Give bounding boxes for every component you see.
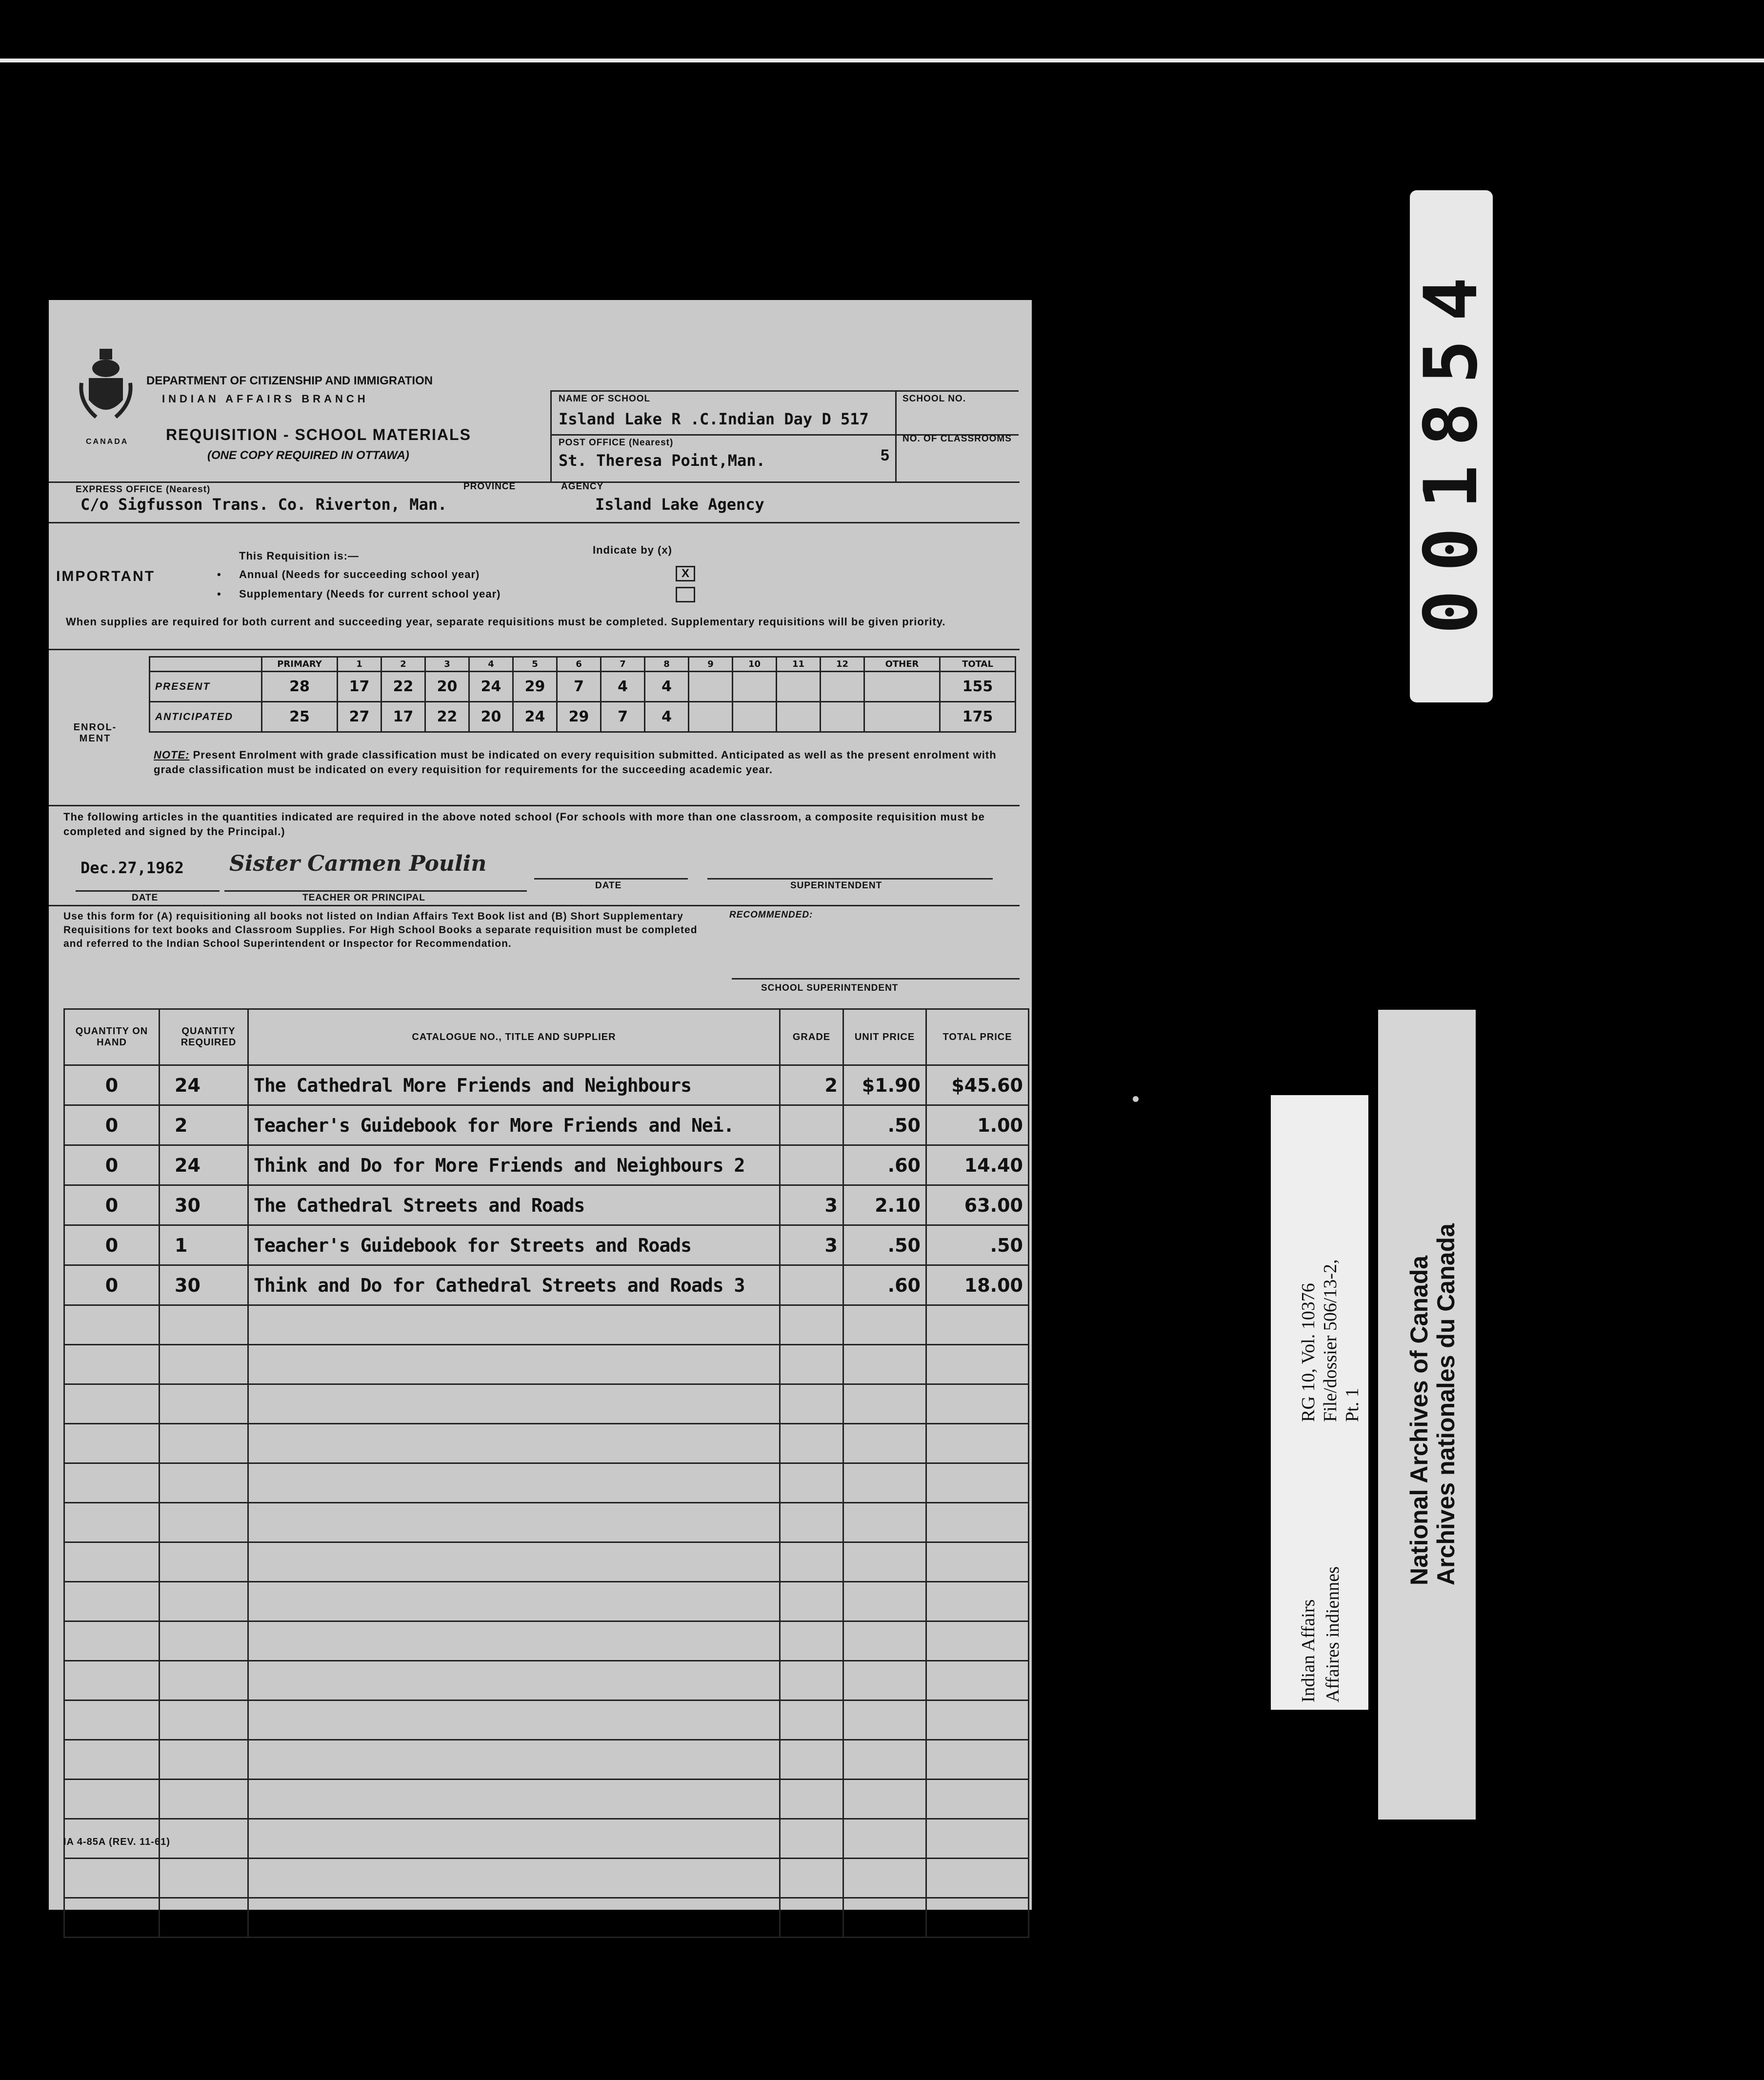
item-title-cell — [248, 1542, 780, 1582]
enrolment-col-header: 7 — [601, 657, 645, 672]
item-total-cell — [926, 1898, 1029, 1938]
item-total-cell — [926, 1740, 1029, 1780]
item-unit-cell — [843, 1780, 926, 1819]
item-unit-cell: .50 — [843, 1225, 926, 1265]
film-speck — [1133, 1096, 1139, 1102]
item-title-cell — [248, 1305, 780, 1345]
item-grade-cell — [780, 1384, 843, 1424]
item-required-cell — [160, 1859, 248, 1898]
agency-label: AGENCY — [561, 481, 604, 492]
enrolment-col-header: 5 — [513, 657, 557, 672]
express-office-label: EXPRESS OFFICE (Nearest) — [76, 484, 211, 495]
superintendent-label: SUPERINTENDENT — [790, 880, 882, 891]
item-grade-cell — [780, 1105, 843, 1145]
item-total-cell: .50 — [926, 1225, 1029, 1265]
item-on-hand-cell: 0 — [64, 1065, 160, 1105]
archive-reference-label — [1271, 1095, 1368, 1710]
date2-label: DATE — [595, 880, 622, 891]
item-unit-cell — [843, 1503, 926, 1542]
item-title-cell — [248, 1819, 780, 1859]
item-unit-cell — [843, 1345, 926, 1384]
item-total-cell — [926, 1661, 1029, 1700]
item-row — [64, 1621, 1029, 1661]
item-required-cell: 30 — [160, 1265, 248, 1305]
item-total-cell — [926, 1384, 1029, 1424]
anticipated-enrolment-cell — [821, 702, 864, 732]
item-grade-cell — [780, 1819, 843, 1859]
item-total-cell — [926, 1542, 1029, 1582]
classrooms-count: 5 — [881, 446, 889, 464]
present-enrolment-cell: 20 — [425, 672, 469, 702]
item-grade-cell — [780, 1265, 843, 1305]
item-total-cell: 14.40 — [926, 1145, 1029, 1185]
item-unit-cell: 2.10 — [843, 1185, 926, 1225]
item-total-cell — [926, 1463, 1029, 1503]
item-title-cell — [248, 1345, 780, 1384]
item-unit-cell: $1.90 — [843, 1065, 926, 1105]
item-total-cell — [926, 1700, 1029, 1740]
item-unit-cell — [843, 1582, 926, 1621]
frame-number: 001854 — [1409, 259, 1494, 634]
item-row — [64, 1384, 1029, 1424]
form-title: REQUISITION - SCHOOL MATERIALS — [166, 426, 471, 443]
item-row — [64, 1225, 1029, 1265]
recommended-label: RECOMMENDED: — [729, 910, 813, 920]
item-on-hand-cell — [64, 1582, 160, 1621]
item-row — [64, 1463, 1029, 1503]
item-on-hand-cell — [64, 1503, 160, 1542]
important-label: IMPORTANT — [56, 568, 156, 584]
post-office-label: POST OFFICE (Nearest) — [559, 438, 674, 448]
item-title-cell — [248, 1503, 780, 1542]
item-total-cell — [926, 1503, 1029, 1542]
item-title-cell — [248, 1700, 780, 1740]
articles-note: The following articles in the quantities indicated are required in the above noted school (For schools with more than one classroom, a composite requisition must be completed and signed by the Principal.) — [63, 811, 985, 838]
present-enrolment-cell: 4 — [601, 672, 645, 702]
item-total-cell: 18.00 — [926, 1265, 1029, 1305]
item-title-cell — [248, 1582, 780, 1621]
item-grade-cell — [780, 1463, 843, 1503]
enrolment-col-header: 11 — [777, 657, 821, 672]
item-grade-cell — [780, 1898, 843, 1938]
item-total-cell — [926, 1780, 1029, 1819]
present-enrolment-cell — [689, 672, 733, 702]
frame-number-tag — [1410, 190, 1493, 702]
item-total-cell — [926, 1582, 1029, 1621]
school-number-label: SCHOOL NO. — [902, 394, 966, 404]
enrolment-table — [149, 656, 1016, 733]
school-name-label: NAME OF SCHOOL — [559, 394, 651, 404]
item-required-cell: 1 — [160, 1225, 248, 1265]
item-row — [64, 1740, 1029, 1780]
archive-name-en: National Archives of Canada — [1405, 1255, 1433, 1585]
teacher-label: TEACHER OR PRINCIPAL — [302, 893, 425, 903]
anticipated-enrolment-cell: 7 — [601, 702, 645, 732]
anticipated-enrolment-cell: 25 — [262, 702, 338, 732]
present-enrolment-cell — [864, 672, 940, 702]
enrolment-col-header: 4 — [469, 657, 513, 672]
item-grade-cell — [780, 1145, 843, 1185]
item-required-cell: 30 — [160, 1185, 248, 1225]
item-row — [64, 1780, 1029, 1819]
anticipated-enrolment-cell — [777, 702, 821, 732]
item-unit-cell — [843, 1819, 926, 1859]
supplementary-option: Supplementary (Needs for current school year) — [239, 588, 501, 600]
item-row — [64, 1859, 1029, 1898]
item-total-cell — [926, 1621, 1029, 1661]
item-total-cell — [926, 1424, 1029, 1463]
enrolment-col-header: 12 — [821, 657, 864, 672]
archive-name-label — [1378, 1010, 1476, 1820]
items-table — [63, 1008, 1029, 1938]
enrolment-col-header: TOTAL — [940, 657, 1016, 672]
item-required-cell — [160, 1740, 248, 1780]
item-on-hand-cell — [64, 1463, 160, 1503]
item-on-hand-cell — [64, 1305, 160, 1345]
anticipated-enrolment-cell — [864, 702, 940, 732]
enrolment-col-header: 2 — [381, 657, 425, 672]
item-grade-cell — [780, 1859, 843, 1898]
classrooms-label: NO. OF CLASSROOMS — [902, 434, 1012, 444]
item-on-hand-cell: 0 — [64, 1145, 160, 1185]
item-row — [64, 1105, 1029, 1145]
item-title-cell — [248, 1661, 780, 1700]
item-unit-cell — [843, 1305, 926, 1345]
item-unit-cell — [843, 1898, 926, 1938]
anticipated-enrolment-cell: 27 — [338, 702, 381, 732]
item-unit-cell: .50 — [843, 1105, 926, 1145]
items-col-header: UNIT PRICE — [843, 1009, 926, 1065]
item-grade-cell — [780, 1700, 843, 1740]
present-enrolment-cell: 17 — [338, 672, 381, 702]
item-required-cell — [160, 1582, 248, 1621]
enrolment-col-header: 3 — [425, 657, 469, 672]
item-required-cell — [160, 1542, 248, 1582]
enrolment-col-header: 10 — [733, 657, 777, 672]
item-title-cell — [248, 1424, 780, 1463]
item-on-hand-cell: 0 — [64, 1265, 160, 1305]
item-required-cell: 2 — [160, 1105, 248, 1145]
archive-name-fr: Archives nationales du Canada — [1432, 1223, 1460, 1585]
item-title-cell: The Cathedral More Friends and Neighbours — [248, 1065, 780, 1105]
item-grade-cell — [780, 1424, 843, 1463]
item-grade-cell — [780, 1305, 843, 1345]
item-grade-cell: 3 — [780, 1225, 843, 1265]
items-col-header: QUANTITY ON HAND — [64, 1009, 160, 1065]
item-row — [64, 1265, 1029, 1305]
item-unit-cell — [843, 1542, 926, 1582]
item-unit-cell: .60 — [843, 1145, 926, 1185]
requisition-is-label: This Requisition is:— — [239, 550, 359, 562]
item-grade-cell — [780, 1740, 843, 1780]
present-enrolment-cell: 29 — [513, 672, 557, 702]
item-on-hand-cell — [64, 1859, 160, 1898]
items-col-header: GRADE — [780, 1009, 843, 1065]
item-title-cell — [248, 1859, 780, 1898]
present-enrolment-cell — [777, 672, 821, 702]
item-required-cell: 24 — [160, 1145, 248, 1185]
item-unit-cell — [843, 1700, 926, 1740]
enrolment-note: NOTE: Present Enrolment with grade classification must be indicated on every requisition submitted. Anticipated as well as the present enrolment with grade classification must be indicated on every requisition for requirements for the succeeding academic year. — [154, 749, 997, 776]
item-title-cell: Teacher's Guidebook for More Friends and Nei. — [248, 1105, 780, 1145]
item-title-cell — [248, 1898, 780, 1938]
item-row — [64, 1542, 1029, 1582]
item-title-cell — [248, 1780, 780, 1819]
item-title-cell: Think and Do for More Friends and Neighbours 2 — [248, 1145, 780, 1185]
item-total-cell — [926, 1819, 1029, 1859]
item-title-cell: Think and Do for Cathedral Streets and Roads 3 — [248, 1265, 780, 1305]
indicate-label: Indicate by (x) — [593, 544, 672, 556]
present-enrolment-cell: 22 — [381, 672, 425, 702]
item-grade-cell — [780, 1542, 843, 1582]
enrolment-col-header: 9 — [689, 657, 733, 672]
item-row — [64, 1503, 1029, 1542]
present-enrolment-cell: 24 — [469, 672, 513, 702]
present-enrolment-cell — [821, 672, 864, 702]
item-on-hand-cell — [64, 1542, 160, 1582]
item-unit-cell — [843, 1384, 926, 1424]
enrolment-col-header: PRIMARY — [262, 657, 338, 672]
item-on-hand-cell — [64, 1424, 160, 1463]
item-required-cell — [160, 1700, 248, 1740]
item-on-hand-cell: 0 — [64, 1105, 160, 1145]
item-unit-cell — [843, 1463, 926, 1503]
annual-checkbox[interactable]: X — [676, 566, 695, 581]
enrolment-col-header: OTHER — [864, 657, 940, 672]
item-required-cell — [160, 1503, 248, 1542]
item-total-cell: 63.00 — [926, 1185, 1029, 1225]
coat-of-arms-icon — [79, 349, 133, 422]
item-required-cell — [160, 1661, 248, 1700]
use-form-note: Use this form for (A) requisitioning all books not listed on Indian Affairs Text Book list and (B) Short Supplementary Requisitions for text books and Classroom Supplies. For High School Books a separate requisition must be completed and referred to the Indian School Superintendent or Inspector for Recommendation. — [63, 911, 698, 949]
anticipated-enrolment-cell: 22 — [425, 702, 469, 732]
item-required-cell — [160, 1424, 248, 1463]
item-unit-cell — [843, 1621, 926, 1661]
anticipated-enrolment-cell — [689, 702, 733, 732]
rg-volume-text: RG 10, Vol. 10376 — [1298, 1283, 1319, 1422]
indian-affairs-text: Indian Affairs — [1298, 1599, 1319, 1702]
item-unit-cell — [843, 1859, 926, 1898]
agency-name: Island Lake Agency — [595, 495, 764, 514]
requisition-date: Dec.27,1962 — [80, 859, 184, 877]
item-on-hand-cell — [64, 1898, 160, 1938]
item-required-cell — [160, 1621, 248, 1661]
anticipated-enrolment-cell — [733, 702, 777, 732]
item-grade-cell — [780, 1661, 843, 1700]
anticipated-enrolment-cell: 17 — [381, 702, 425, 732]
item-required-cell — [160, 1345, 248, 1384]
item-row — [64, 1305, 1029, 1345]
item-row — [64, 1819, 1029, 1859]
annual-option: Annual (Needs for succeeding school year) — [239, 568, 480, 580]
items-col-header: QUANTITY REQUIRED — [160, 1009, 248, 1065]
school-name: Island Lake R .C.Indian Day D 517 — [559, 410, 869, 428]
item-row — [64, 1661, 1029, 1700]
date-label: DATE — [132, 893, 159, 903]
affaires-indiennes-text: Affaires indiennes — [1323, 1566, 1343, 1702]
item-required-cell — [160, 1463, 248, 1503]
department-name: DEPARTMENT OF CITIZENSHIP AND IMMIGRATION — [146, 374, 433, 387]
item-grade-cell — [780, 1503, 843, 1542]
branch-name: INDIAN AFFAIRS BRANCH — [162, 393, 369, 405]
item-row — [64, 1345, 1029, 1384]
item-on-hand-cell — [64, 1700, 160, 1740]
item-row — [64, 1582, 1029, 1621]
form-subtitle: (ONE COPY REQUIRED IN OTTAWA) — [207, 449, 409, 462]
anticipated-enrolment-cell: 24 — [513, 702, 557, 732]
anticipated-enrolment-cell: 4 — [645, 702, 689, 732]
item-total-cell — [926, 1345, 1029, 1384]
item-title-cell — [248, 1463, 780, 1503]
express-office: C/o Sigfusson Trans. Co. Riverton, Man. — [80, 495, 447, 514]
anticipated-enrolment-cell: 29 — [557, 702, 601, 732]
item-grade-cell — [780, 1621, 843, 1661]
item-on-hand-cell — [64, 1780, 160, 1819]
enrolment-col-header: 1 — [338, 657, 381, 672]
item-required-cell — [160, 1305, 248, 1345]
item-on-hand-cell — [64, 1661, 160, 1700]
file-dossier-text: File/dossier 506/13-2, — [1320, 1259, 1341, 1422]
part-text: Pt. 1 — [1342, 1388, 1363, 1422]
item-row — [64, 1145, 1029, 1185]
enrolment-col-header: 6 — [557, 657, 601, 672]
item-required-cell — [160, 1819, 248, 1859]
item-unit-cell — [843, 1740, 926, 1780]
item-title-cell — [248, 1740, 780, 1780]
supply-note: When supplies are required for both current and succeeding year, separate requisitions must be completed. Supplementary requisitions will be given priority. — [66, 616, 946, 628]
item-total-cell: $45.60 — [926, 1065, 1029, 1105]
item-title-cell — [248, 1621, 780, 1661]
present-enrolment-cell: 7 — [557, 672, 601, 702]
school-superintendent-label: SCHOOL SUPERINTENDENT — [761, 983, 899, 993]
item-row — [64, 1065, 1029, 1105]
item-on-hand-cell — [64, 1740, 160, 1780]
canada-label: CANADA — [86, 438, 129, 446]
item-total-cell — [926, 1305, 1029, 1345]
item-row — [64, 1898, 1029, 1938]
item-total-cell — [926, 1859, 1029, 1898]
film-edge-line — [0, 59, 1764, 62]
anticipated-enrolment-cell: 20 — [469, 702, 513, 732]
item-required-cell: 24 — [160, 1065, 248, 1105]
items-col-header: TOTAL PRICE — [926, 1009, 1029, 1065]
enrolment-col-header: 8 — [645, 657, 689, 672]
item-row — [64, 1700, 1029, 1740]
item-required-cell — [160, 1898, 248, 1938]
present-enrolment-cell: 155 — [940, 672, 1016, 702]
item-required-cell — [160, 1384, 248, 1424]
present-enrolment-cell: 4 — [645, 672, 689, 702]
anticipated-enrolment-cell: 175 — [940, 702, 1016, 732]
item-on-hand-cell — [64, 1384, 160, 1424]
item-grade-cell: 2 — [780, 1065, 843, 1105]
present-enrolment-cell — [733, 672, 777, 702]
enrolment-label: ENROL-MENT — [73, 722, 117, 744]
teacher-signature: Sister Carmen Poulin — [229, 851, 487, 876]
item-on-hand-cell: 0 — [64, 1225, 160, 1265]
item-title-cell: The Cathedral Streets and Roads — [248, 1185, 780, 1225]
item-unit-cell — [843, 1661, 926, 1700]
item-unit-cell: .60 — [843, 1265, 926, 1305]
item-row — [64, 1424, 1029, 1463]
items-col-header: CATALOGUE NO., TITLE AND SUPPLIER — [248, 1009, 780, 1065]
item-grade-cell: 3 — [780, 1185, 843, 1225]
item-title-cell: Teacher's Guidebook for Streets and Roads — [248, 1225, 780, 1265]
present-enrolment-cell: 28 — [262, 672, 338, 702]
present-label: PRESENT — [150, 672, 262, 702]
form-number: IA 4-85A (REV. 11-61) — [63, 1837, 170, 1847]
supplementary-checkbox[interactable] — [676, 587, 695, 602]
post-office: St. Theresa Point,Man. — [559, 451, 765, 470]
item-unit-cell — [843, 1424, 926, 1463]
requisition-form: DEPARTMENT OF CITIZENSHIP AND IMMIGRATION INDIAN AFFAIRS BRANCH CANADA REQUISITION - SCHOOL MATERIALS (ONE COPY REQUIRED IN OTTAWA) NAME OF SCHOOL SCHOOL NO. Island Lake R .C.Indian Day D 517 POST OFFICE (Nearest) NO. OF CLASSROOMS St. Theresa Point,Man. 5 EXPRESS OFFICE (Nearest) PROVINCE AGENCY C/o Sigfusson Trans. Co. Riverton, Man. Island Lake Agency IMPORTANT This Requisition is:— Indicate by (x) • Annual (Needs for succeeding school year) • Supplementary (Needs for current school year) X When supplies are required for both current and succeeding year, separate requisitions must be completed. Supplementary requisitions will be given priority. ENROL-MENT PRIMARY 1 2 3 4 5 6 7 8 9 10 11 12 OTHER TOTAL PRESENT 28 17 22 20 24 29 7 4 4 155 ANTICIPATED 25 27 17 22 20 24 29 7 4 175 NOTE: Present Enrolment with grade classification must be indicated on every requisition submitted. Anticipated as well as the present enrolment with grade classification must be indicated on every requisition for requirements for the succeeding academic year. The following articles in the quantities indicated are required in the above noted school (For schools with more than one classroom, a composite requisition must be completed and signed by the Principal.) Dec.27,1962 DATE Sister Carmen Poulin TEACHER OR PRINCIPAL DATE SUPERINTENDENT Use this form for (A) requisitioning all books not listed on Indian Affairs Text Book list and (B) Short Supplementary Requisitions for text books and Classroom Supplies. For High School Books a separate requisition must be completed and referred to the Indian School Superintendent or Inspector for Recommendation. RECOMMENDED: SCHOOL SUPERINTENDENT QUANTITY ON HAND QUANTITY REQUIRED CATALOGUE NO., TITLE AND SUPPLIER GRADE UNIT PRICE TOTAL PRICE 0 24 The Cathedral More Friends and Neighbours 2 $1.90 $45.60 0 2 Teacher's Guidebook for More Friends and Nei. .50 1.00 0 24 Think and Do for More Friends and Neighbours 2 .60 14.40 0 30 The Cathedral Streets and Roads 3 2.10 63.00 0 1 Teacher's Guidebook for Streets and Roads 3 .50 .50 0 30 Think and Do for Cathedral Streets and Roads 3 .60 18.00 IA 4-85A (REV. 11-61) — [49, 300, 1032, 1910]
item-grade-cell — [780, 1345, 843, 1384]
item-on-hand-cell — [64, 1345, 160, 1384]
item-grade-cell — [780, 1780, 843, 1819]
item-total-cell: 1.00 — [926, 1105, 1029, 1145]
item-on-hand-cell: 0 — [64, 1185, 160, 1225]
item-title-cell — [248, 1384, 780, 1424]
item-grade-cell — [780, 1582, 843, 1621]
item-on-hand-cell — [64, 1621, 160, 1661]
item-row — [64, 1185, 1029, 1225]
anticipated-label: ANTICIPATED — [150, 702, 262, 732]
item-required-cell — [160, 1780, 248, 1819]
province-label: PROVINCE — [463, 481, 516, 492]
